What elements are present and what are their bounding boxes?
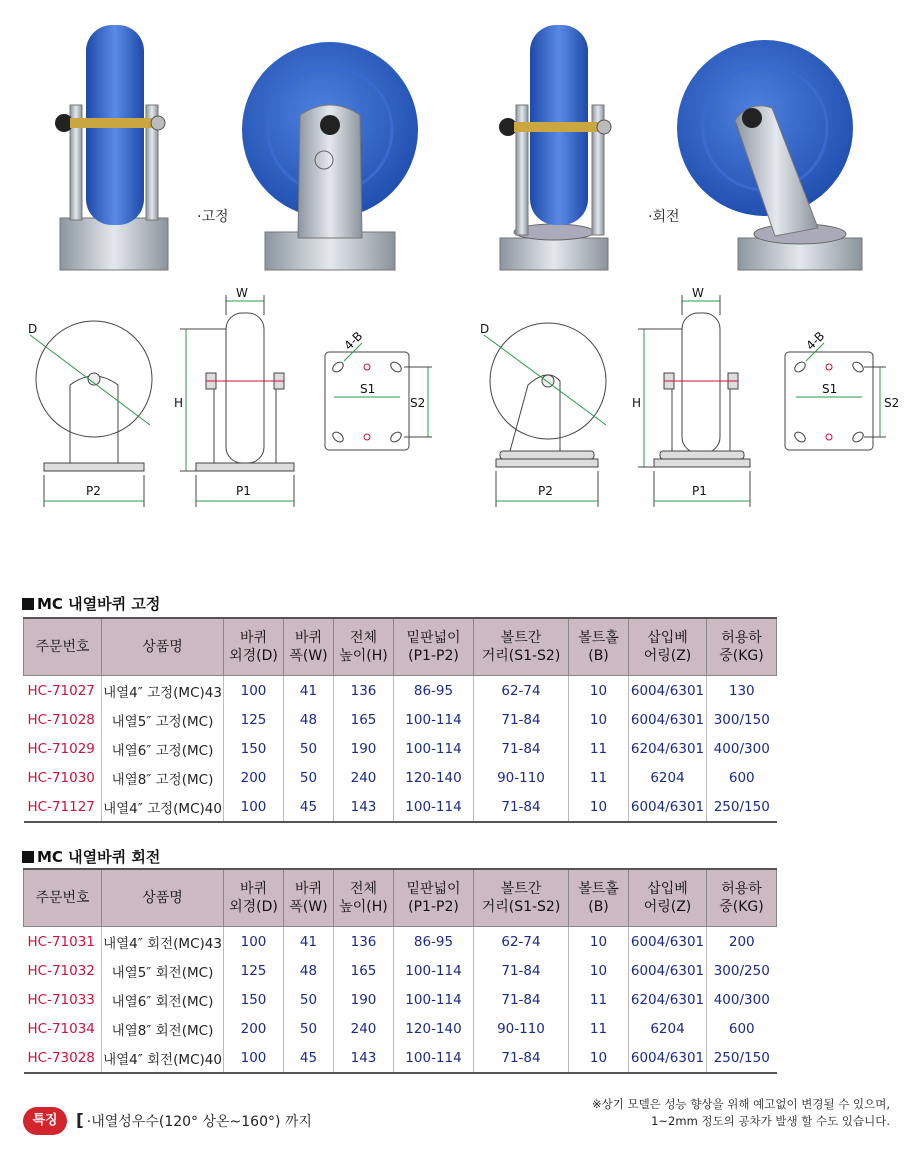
spec-cell: 600 [707,1014,777,1043]
spec-cell: 62-74 [474,676,569,706]
fixed-spec-table [23,617,777,823]
column-header: 밑판넓이 (P1-P2) [394,618,474,676]
table-row [24,985,777,1014]
column-header: 볼트간 거리(S1-S2) [474,869,569,927]
spec-cell: 6004/6301 [629,927,707,957]
spec-cell: 90-110 [474,763,569,792]
order-code-cell: HC-71032 [27,962,95,979]
product-name-cell: 내열5″ 고정(MC) [102,705,224,734]
spec-cell: 120-140 [394,1014,474,1043]
spec-cell: 400/300 [707,734,777,763]
spec-cell: 62-74 [474,927,569,957]
spec-cell: 240 [334,763,394,792]
order-code-cell: HC-71030 [27,769,95,786]
spec-cell: 11 [569,985,629,1014]
dim-label-bolt: 4-B [341,328,366,353]
dim-label-h-2: H [632,396,642,410]
spec-cell: 10 [569,676,629,706]
spec-cell: 71-84 [474,705,569,734]
product-name-cell: 내열4″ 고정(MC)40 [102,792,224,822]
order-code-cell: HC-73028 [24,1043,102,1073]
spec-cell: 100-114 [394,985,474,1014]
spec-cell: 165 [334,956,394,985]
table-row [24,956,777,985]
swivel-spec-table [23,868,777,1074]
fixed-caster-side-photo [55,25,168,270]
column-header: 볼트홀 (B) [569,869,629,927]
spec-cell: 11 [569,1014,629,1043]
table-row [24,676,777,706]
spec-cell: 50 [284,985,334,1014]
spec-cell: 10 [569,1043,629,1073]
product-name-cell: 내열8″ 고정(MC) [102,763,224,792]
spec-cell: 300/250 [707,956,777,985]
spec-cell: 6204/6301 [629,734,707,763]
spec-cell: 200 [224,763,284,792]
spec-cell: 10 [569,705,629,734]
product-name-cell: 내열8″ 회전(MC) [102,1014,224,1043]
table-row [24,763,777,792]
spec-cell: 71-84 [474,734,569,763]
spec-cell: 100-114 [394,705,474,734]
swivel-front-diagram [638,295,750,507]
spec-cell: 6204 [629,1014,707,1043]
dim-label-s2-2: S2 [884,396,900,410]
column-header: 상품명 [102,869,224,927]
swivel-section-title: MC 내열바퀴 회전 [22,846,160,867]
spec-cell: 100-114 [394,956,474,985]
dim-label-bolt-2: 4-B [803,328,828,353]
swivel-caster-side-photo [499,25,611,270]
dim-label-s1: S1 [360,382,376,396]
spec-cell: 50 [284,763,334,792]
spec-cell: 6004/6301 [629,792,707,822]
spec-cell: 10 [569,792,629,822]
column-header: 전체 높이(H) [334,869,394,927]
column-header: 밑판넓이 (P1-P2) [394,869,474,927]
spec-cell: 6204 [629,763,707,792]
column-header: 바퀴 폭(W) [284,618,334,676]
spec-cell: 400/300 [707,985,777,1014]
product-name-cell: 내열5″ 회전(MC) [102,956,224,985]
spec-cell: 150 [224,734,284,763]
fixed-front-diagram [180,295,294,507]
spec-cell: 45 [284,1043,334,1073]
spec-cell: 71-84 [474,792,569,822]
spec-cell: 165 [334,705,394,734]
spec-cell: 120-140 [394,763,474,792]
column-header: 삽입베 어링(Z) [629,618,707,676]
spec-cell: 100-114 [394,792,474,822]
dimension-diagrams [0,285,922,515]
dim-label-d-2: D [480,322,490,336]
spec-cell: 600 [707,763,777,792]
product-name-cell: 내열4″ 회전(MC)40 [102,1043,224,1073]
spec-cell: 143 [334,1043,394,1073]
dim-label-d: D [28,322,38,336]
dim-label-p1-2: P1 [692,484,707,498]
spec-cell: 100 [224,1043,284,1073]
product-name-cell: 내열4″ 고정(MC)43 [102,676,224,706]
dim-label-w: W [236,286,248,300]
spec-cell: 100 [224,927,284,957]
product-name-cell: 내열6″ 고정(MC) [102,734,224,763]
spec-cell: 11 [569,734,629,763]
fixed-section-title: MC 내열바퀴 고정 [22,593,160,614]
spec-cell: 11 [569,763,629,792]
order-code-cell: HC-71031 [27,933,95,950]
fixed-photo-label: ·고정 [197,209,229,225]
spec-cell: 100-114 [394,734,474,763]
spec-cell: 71-84 [474,956,569,985]
order-code-cell: HC-71127 [24,792,102,822]
spec-cell: 300/150 [707,705,777,734]
spec-cell: 125 [224,705,284,734]
column-header: 허용하 중(KG) [707,869,777,927]
spec-cell: 250/150 [707,1043,777,1073]
feature-text: [ ·내열성우수(120° 상온~160°) 까지 [76,1111,312,1131]
spec-cell: 250/150 [707,792,777,822]
spec-cell: 48 [284,956,334,985]
column-header: 볼트홀 (B) [569,618,629,676]
spec-cell: 45 [284,792,334,822]
spec-cell: 200 [707,927,777,957]
column-header: 주문번호 [24,869,102,927]
spec-cell: 48 [284,705,334,734]
dim-label-p2-2: P2 [538,484,553,498]
table-row [24,927,777,957]
table-row [24,1043,777,1073]
swivel-plate-diagram [785,343,886,450]
feature-badge: 특징 [23,1107,67,1135]
spec-cell: 6004/6301 [629,705,707,734]
spec-cell: 10 [569,927,629,957]
spec-cell: 130 [707,676,777,706]
spec-cell: 41 [284,927,334,957]
spec-cell: 6004/6301 [629,676,707,706]
dim-label-p2: P2 [86,484,101,498]
spec-cell: 6004/6301 [629,956,707,985]
table-row [24,1014,777,1043]
column-header: 바퀴 외경(D) [224,618,284,676]
spec-cell: 136 [334,676,394,706]
spec-cell: 150 [224,985,284,1014]
table-row [24,705,777,734]
column-header: 삽입베 어링(Z) [629,869,707,927]
column-header: 상품명 [102,618,224,676]
spec-cell: 50 [284,1014,334,1043]
spec-cell: 86-95 [394,676,474,706]
product-name-cell: 내열6″ 회전(MC) [102,985,224,1014]
spec-cell: 86-95 [394,927,474,957]
spec-cell: 136 [334,927,394,957]
swivel-photo-label: ·회전 [648,209,680,225]
column-header: 볼트간 거리(S1-S2) [474,618,569,676]
spec-cell: 71-84 [474,1043,569,1073]
spec-cell: 10 [569,956,629,985]
disclaimer-note: ※상기 모델은 성능 향상을 위해 예고없이 변경될 수 있으며, 1~2mm 정도의 공차가 발생 할 수도 있습니다. [591,1097,890,1128]
fixed-caster-front-photo [242,42,418,270]
spec-cell: 143 [334,792,394,822]
product-photos [0,0,922,285]
spec-cell: 100 [224,792,284,822]
spec-cell: 100 [224,676,284,706]
spec-cell: 190 [334,985,394,1014]
column-header: 바퀴 외경(D) [224,869,284,927]
dim-label-w-2: W [692,286,704,300]
order-code-cell: HC-71034 [27,1020,95,1037]
order-code-cell: HC-71029 [27,740,95,757]
fixed-side-diagram [30,321,152,507]
spec-cell: 240 [334,1014,394,1043]
column-header: 허용하 중(KG) [707,618,777,676]
spec-cell: 200 [224,1014,284,1043]
order-code-cell: HC-71028 [27,711,95,728]
spec-cell: 190 [334,734,394,763]
table-row [24,734,777,763]
spec-cell: 90-110 [474,1014,569,1043]
column-header: 전체 높이(H) [334,618,394,676]
column-header: 바퀴 폭(W) [284,869,334,927]
column-header: 주문번호 [24,618,102,676]
spec-cell: 6004/6301 [629,1043,707,1073]
dim-label-p1: P1 [236,484,251,498]
spec-cell: 50 [284,734,334,763]
spec-cell: 125 [224,956,284,985]
dim-label-s1-2: S1 [822,382,838,396]
spec-cell: 71-84 [474,985,569,1014]
order-code-cell: HC-71027 [27,682,95,699]
spec-cell: 6204/6301 [629,985,707,1014]
spec-cell: 100-114 [394,1043,474,1073]
swivel-caster-front-photo [677,40,862,270]
table-row [24,792,777,822]
product-name-cell: 내열4″ 회전(MC)43 [102,927,224,957]
spec-cell: 41 [284,676,334,706]
dim-label-h: H [174,396,184,410]
swivel-side-diagram [484,323,606,507]
order-code-cell: HC-71033 [27,991,95,1008]
dim-label-s2: S2 [410,396,426,410]
